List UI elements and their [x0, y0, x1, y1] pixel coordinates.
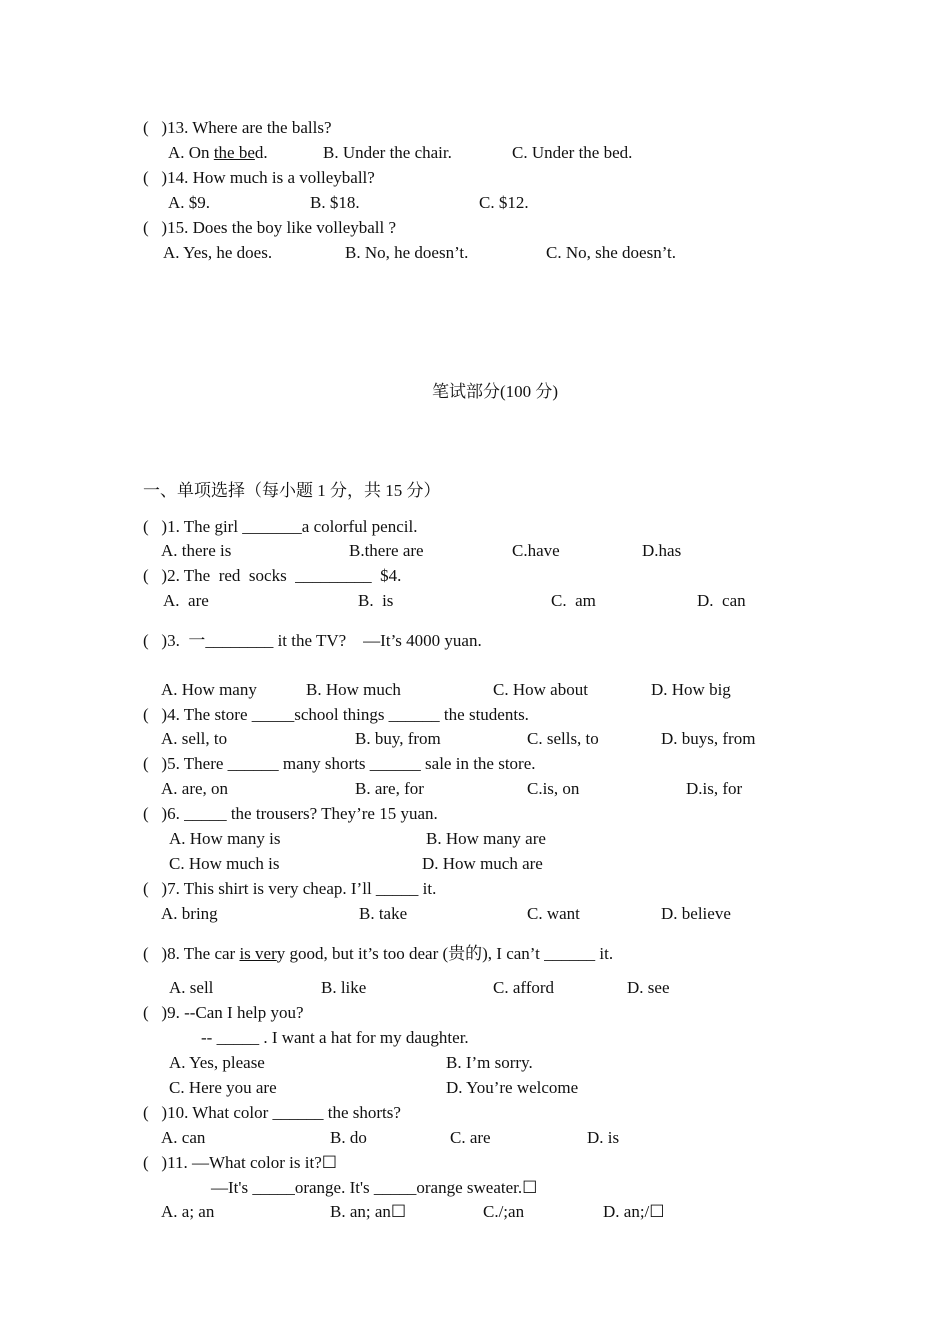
- question-15-stem: ( )15. Does the boy like volleyball ?: [143, 218, 397, 237]
- question-13-option-a: [168, 143, 268, 163]
- question-9-stem: ( )9. --Can I help you?: [143, 1003, 304, 1022]
- stem-text: ( )8. The car: [143, 944, 240, 963]
- question-10-option-d: D. is: [587, 1128, 620, 1147]
- option-text: A. On: [168, 143, 214, 162]
- question-10-option-a: A. can: [161, 1128, 206, 1147]
- question-3-option-b: B. How much: [306, 680, 401, 699]
- question-15-option-a: A. Yes, he does.: [163, 243, 273, 262]
- question-6-option-d: D. How much are: [422, 854, 543, 873]
- question-3-stem: ( )3. 一________ it the TV? —It’s 4000 yuan.: [143, 631, 482, 650]
- question-2-option-a: A. are: [163, 591, 209, 610]
- question-7-option-b: B. take: [359, 904, 408, 923]
- question-14-option-c: C. $12.: [479, 193, 529, 212]
- question-1-option-a: A. there is: [161, 541, 232, 560]
- question-10-option-b: B. do: [330, 1128, 367, 1147]
- question-3-option-a: A. How many: [161, 680, 257, 699]
- question-1-option-c: C.have: [512, 541, 560, 560]
- question-15-option-b: B. No, he doesn’t.: [345, 243, 469, 262]
- question-7-stem: ( )7. This shirt is very cheap. I’ll _____ it.: [143, 879, 437, 898]
- question-4-option-d: D. buys, from: [661, 729, 756, 748]
- question-11-option-a: A. a; an: [161, 1202, 215, 1221]
- question-11-stem-line-2: —It's _____orange. It's _____orange sweater.☐: [211, 1178, 538, 1197]
- question-15-option-c: C. No, she doesn’t.: [546, 243, 677, 262]
- question-1-stem: ( )1. The girl _______a colorful pencil.: [143, 517, 418, 536]
- question-4-stem: ( )4. The store _____school things ______ the students.: [143, 705, 529, 724]
- question-14-option-b: B. $18.: [310, 193, 360, 212]
- question-2-option-c: C. am: [551, 591, 596, 610]
- question-9-option-c: C. Here you are: [169, 1078, 277, 1097]
- question-9-stem-line-2: -- _____ . I want a hat for my daughter.: [201, 1028, 469, 1047]
- question-8-option-a: A. sell: [169, 978, 214, 997]
- question-13-option-b: B. Under the chair.: [323, 143, 452, 162]
- question-9-option-a: A. Yes, please: [169, 1053, 265, 1072]
- question-3-option-d: D. How big: [651, 680, 731, 699]
- question-13-stem: ( )13. Where are the balls?: [143, 118, 332, 137]
- question-8-option-c: C. afford: [493, 978, 555, 997]
- question-3-option-c: C. How about: [493, 680, 588, 699]
- question-6-option-a: A. How many is: [169, 829, 281, 848]
- question-7-option-a: A. bring: [161, 904, 218, 923]
- question-5-option-a: A. are, on: [161, 779, 229, 798]
- question-6-stem: ( )6. _____ the trousers? They’re 15 yuan.: [143, 804, 438, 823]
- question-4-option-b: B. buy, from: [355, 729, 441, 748]
- question-11-option-b: B. an; an☐: [330, 1202, 407, 1221]
- question-14-stem: ( )14. How much is a volleyball?: [143, 168, 375, 187]
- question-10-stem: ( )10. What color ______ the shorts?: [143, 1103, 401, 1122]
- written-part-title: 笔试部分(100 分): [432, 382, 559, 401]
- question-7-option-d: D. believe: [661, 904, 731, 923]
- question-5-option-d: D.is, for: [686, 779, 743, 798]
- question-1-option-b: B.there are: [349, 541, 424, 560]
- question-4-option-c: C. sells, to: [527, 729, 599, 748]
- question-5-option-c: C.is, on: [527, 779, 580, 798]
- question-8-stem: [143, 944, 613, 964]
- question-4-option-a: A. sell, to: [161, 729, 228, 748]
- question-2-stem: ( )2. The red socks _________ $4.: [143, 566, 402, 585]
- question-13-option-c: C. Under the bed.: [512, 143, 633, 162]
- question-8-option-b: B. like: [321, 978, 367, 997]
- underlined-text: the be: [213, 143, 255, 162]
- question-11-option-c: C./;an: [483, 1202, 525, 1221]
- option-text: d.: [254, 143, 268, 162]
- question-9-option-b: B. I’m sorry.: [446, 1053, 533, 1072]
- question-6-option-c: C. How much is: [169, 854, 280, 873]
- question-1-option-d: D.has: [642, 541, 682, 560]
- question-2-option-b: B. is: [358, 591, 394, 610]
- question-10-option-c: C. are: [450, 1128, 491, 1147]
- underlined-text: is ver: [239, 944, 277, 963]
- question-5-option-b: B. are, for: [355, 779, 424, 798]
- question-9-option-d: D. You’re welcome: [446, 1078, 579, 1097]
- question-11-option-d: D. an;/☐: [603, 1202, 665, 1221]
- question-7-option-c: C. want: [527, 904, 580, 923]
- stem-text: y good, but it’s too dear (贵的), I can’t ______ it.: [276, 944, 614, 963]
- question-6-option-b: B. How many are: [426, 829, 546, 848]
- question-5-stem: ( )5. There ______ many shorts ______ sale in the store.: [143, 754, 536, 773]
- question-14-option-a: A. $9.: [168, 193, 211, 212]
- question-8-option-d: D. see: [627, 978, 670, 997]
- section-1-title: 一、单项选择（每小题 1 分，共 15 分）: [143, 481, 441, 500]
- question-2-option-d: D. can: [697, 591, 746, 610]
- question-11-stem: ( )11. —What color is it?☐: [143, 1153, 338, 1172]
